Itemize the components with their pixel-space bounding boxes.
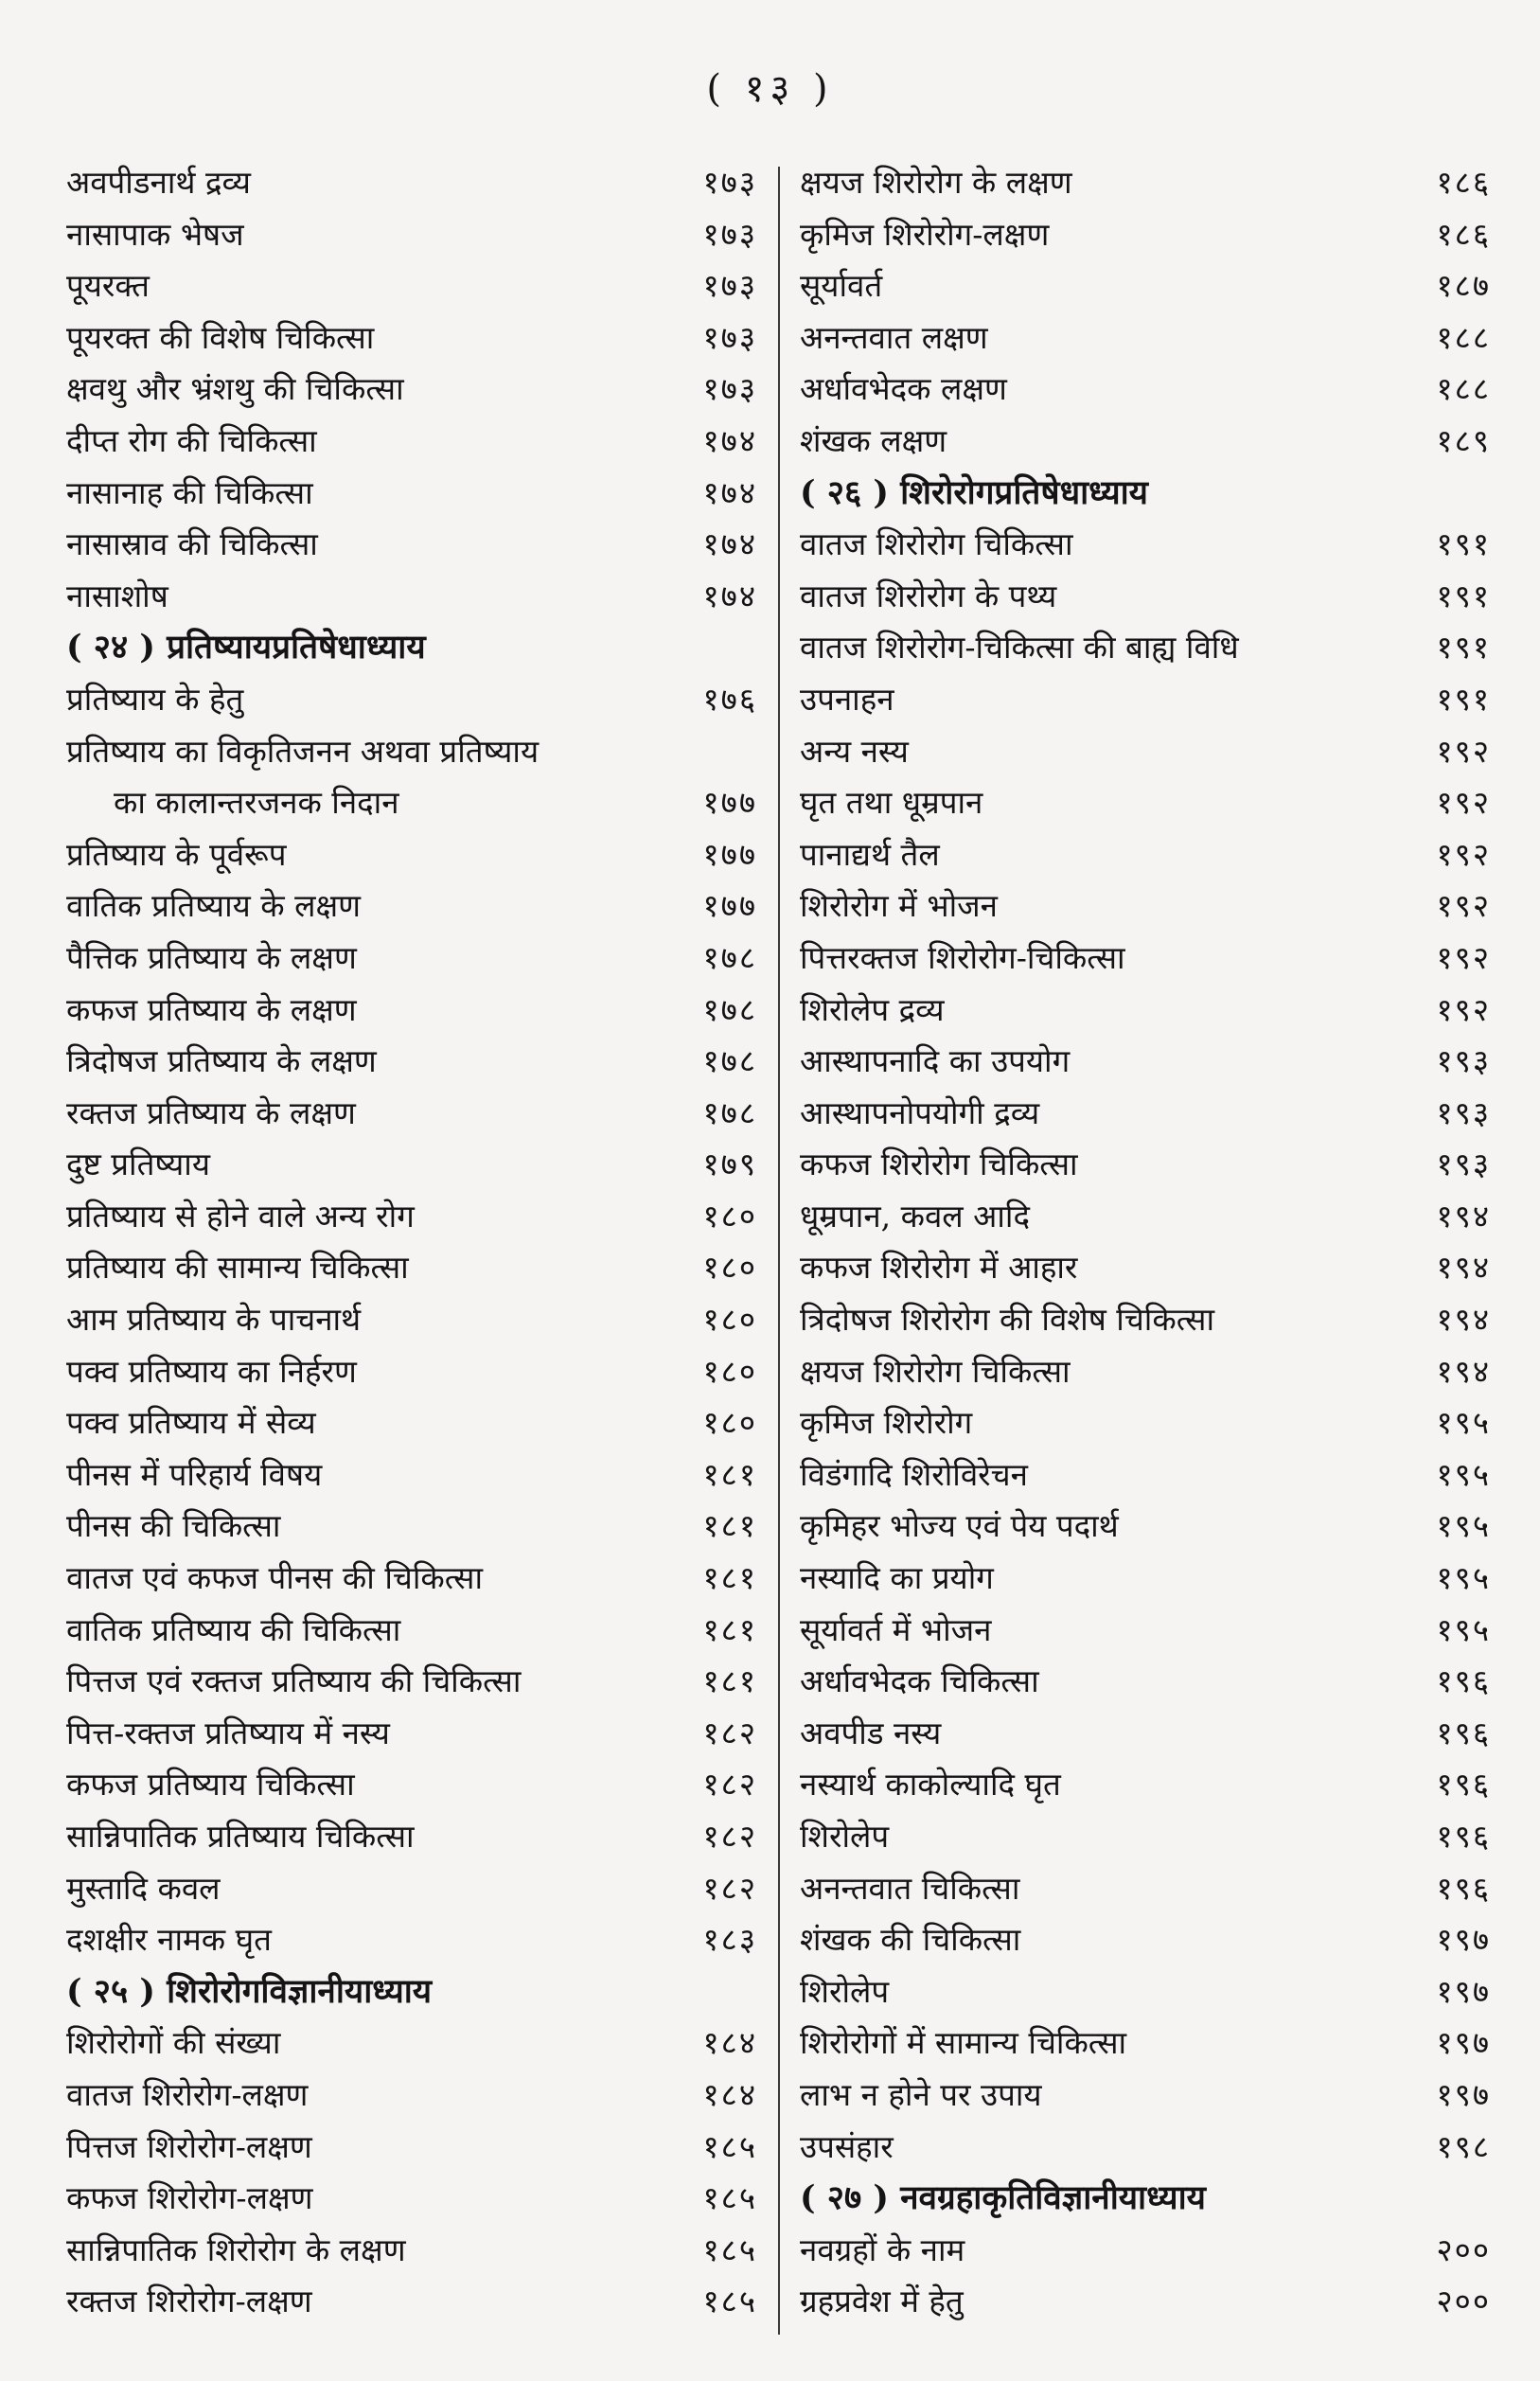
toc-entry — [66, 260, 757, 312]
entry-title: आस्थापनादि का उपयोग — [800, 1042, 1071, 1080]
toc-entry — [66, 1656, 757, 1708]
toc-entry — [66, 2122, 757, 2174]
entry-page-number: १८२ — [702, 1818, 757, 1855]
entry-title: नासाशोष — [66, 577, 168, 614]
toc-entry — [66, 1914, 757, 1966]
toc-entry — [800, 674, 1491, 726]
chapter-heading — [66, 1966, 757, 2018]
entry-title: वातज शिरोरोग के पथ्य — [800, 577, 1057, 614]
toc-entry — [800, 1036, 1491, 1088]
toc-entry — [66, 985, 757, 1037]
entry-page-number: १९२ — [1436, 990, 1491, 1028]
entry-title: अर्धावभेदक लक्षण — [800, 370, 1007, 408]
entry-title: कफज प्रतिष्याय चिकित्सा — [66, 1766, 355, 1804]
entry-page-number: १८१ — [702, 1662, 757, 1700]
toc-entry — [800, 2070, 1491, 2122]
toc-entry — [800, 1294, 1491, 1346]
entry-title: अनन्तवात चिकित्सा — [800, 1869, 1020, 1907]
entry-page-number: १९२ — [1436, 732, 1491, 770]
entry-page-number: १७४ — [702, 577, 757, 614]
entry-title: नस्यार्थ काकोल्यादि घृत — [800, 1766, 1061, 1804]
entry-title: दशक्षीर नामक घृत — [66, 1921, 272, 1959]
entry-page-number: १९८ — [1436, 2127, 1491, 2165]
entry-page-number: १९२ — [1436, 784, 1491, 822]
entry-page-number: १८१ — [702, 1455, 757, 1493]
toc-entry — [66, 2276, 757, 2328]
entry-title: शिरोलेप — [800, 1972, 890, 2010]
entry-page-number: १७८ — [702, 938, 757, 976]
entry-page-number: १७३ — [702, 370, 757, 408]
entry-page-number: १९६ — [1436, 1662, 1491, 1700]
entry-page-number: १८८ — [1436, 318, 1491, 356]
entry-page-number: १९१ — [1436, 577, 1491, 614]
toc-entry — [66, 933, 757, 985]
toc-entry — [66, 468, 757, 520]
entry-page-number: १९१ — [1436, 680, 1491, 718]
entry-title: नवग्रहों के नाम — [800, 2230, 965, 2268]
toc-entry — [800, 1553, 1491, 1605]
entry-page-number: १९५ — [1436, 1455, 1491, 1493]
entry-page-number: १९३ — [1436, 1146, 1491, 1183]
toc-entry — [800, 1139, 1491, 1191]
entry-page-number: १९६ — [1436, 1818, 1491, 1855]
entry-page-number: १९४ — [1436, 1197, 1491, 1235]
toc-entry — [800, 1863, 1491, 1915]
entry-title: ग्रहप्रवेश में हेतु — [800, 2283, 964, 2320]
toc-entry — [800, 416, 1491, 468]
toc-entry — [800, 1708, 1491, 1760]
entry-title: क्षयज शिरोरोग चिकित्सा — [800, 1352, 1071, 1390]
entry-page-number: १८५ — [702, 2127, 757, 2165]
entry-title: मुस्तादि कवल — [66, 1869, 221, 1907]
toc-entry — [800, 1501, 1491, 1553]
entry-title: प्रतिष्याय के हेतु — [66, 680, 244, 718]
toc-entry — [800, 880, 1491, 933]
entry-page-number: १९३ — [1436, 1093, 1491, 1131]
entry-page-number: १८० — [702, 1197, 757, 1235]
entry-title: ( २६ ) शिरोरोगप्रतिषेधाध्याय — [800, 472, 1148, 512]
entry-title: घृत तथा धूम्रपान — [800, 784, 983, 822]
toc-entry — [66, 312, 757, 364]
entry-page-number: १८१ — [702, 1610, 757, 1648]
toc-entry — [66, 1553, 757, 1605]
entry-page-number: १९५ — [1436, 1559, 1491, 1597]
toc-entry — [800, 2122, 1491, 2174]
toc-entry — [800, 157, 1491, 209]
entry-title: नासास्राव की चिकित्सा — [66, 525, 318, 563]
entry-page-number: १९६ — [1436, 1869, 1491, 1907]
entry-title: का कालान्तरजनक निदान — [114, 784, 399, 822]
entry-title: पक्व प्रतिष्याय में सेव्य — [66, 1404, 316, 1442]
toc-entry — [66, 1449, 757, 1501]
toc-entry — [66, 674, 757, 726]
entry-title: प्रतिष्याय का विकृतिजनन अथवा प्रतिष्याय — [66, 732, 540, 770]
toc-entry — [800, 1242, 1491, 1294]
toc-entry — [800, 2017, 1491, 2070]
entry-title: शिरोलेप — [800, 1818, 890, 1855]
entry-title: प्रतिष्याय से होने वाले अन्य रोग — [66, 1197, 415, 1235]
entry-page-number: १७८ — [702, 1042, 757, 1080]
entry-title: धूम्रपान, कवल आदि — [800, 1197, 1030, 1235]
entry-title: पीनस में परिहार्य विषय — [66, 1455, 323, 1493]
toc-entry — [66, 416, 757, 468]
toc-entry — [66, 571, 757, 623]
entry-page-number: १९१ — [1436, 525, 1491, 563]
entry-title: अन्य नस्य — [800, 732, 909, 770]
entry-title: नासापाक भेषज — [66, 215, 244, 253]
entry-page-number: १९३ — [1436, 1042, 1491, 1080]
entry-page-number: १९१ — [1436, 629, 1491, 666]
toc-entry — [66, 1863, 757, 1915]
toc-entry — [66, 880, 757, 933]
toc-entry — [66, 1036, 757, 1088]
entry-page-number: १८३ — [702, 1921, 757, 1959]
toc-entry — [800, 1346, 1491, 1398]
toc-entry — [800, 1656, 1491, 1708]
toc-entry — [66, 1811, 757, 1863]
entry-page-number: १८५ — [702, 2283, 757, 2320]
entry-page-number: १८७ — [1436, 267, 1491, 305]
entry-page-number: २०० — [1436, 2230, 1491, 2268]
toc-entry — [66, 1294, 757, 1346]
contents-left-column — [66, 157, 757, 2328]
entry-title: रक्तज शिरोरोग-लक्षण — [66, 2283, 312, 2320]
toc-entry — [66, 777, 757, 829]
entry-title: नासानाह की चिकित्सा — [66, 473, 313, 511]
entry-page-number: १७७ — [702, 887, 757, 925]
entry-page-number: १७९ — [702, 1146, 757, 1183]
entry-title: पित्त-रक्तज प्रतिष्याय में नस्य — [66, 1714, 390, 1751]
entry-page-number: १७३ — [702, 318, 757, 356]
entry-page-number: १९५ — [1436, 1507, 1491, 1545]
entry-page-number: १७३ — [702, 215, 757, 253]
toc-entry — [66, 829, 757, 881]
entry-page-number: १९४ — [1436, 1249, 1491, 1287]
entry-page-number: १७३ — [702, 267, 757, 305]
entry-page-number: १९५ — [1436, 1404, 1491, 1442]
toc-entry — [66, 2173, 757, 2225]
entry-page-number: १८२ — [702, 1869, 757, 1907]
toc-entry — [66, 2070, 757, 2122]
toc-entry — [800, 2276, 1491, 2328]
entry-title: सान्निपातिक प्रतिष्याय चिकित्सा — [66, 1818, 415, 1855]
toc-entry — [66, 209, 757, 261]
entry-title: कफज शिरोरोग में आहार — [800, 1249, 1078, 1287]
contents-right-column — [800, 157, 1491, 2328]
entry-title: शिरोरोगों में सामान्य चिकित्सा — [800, 2024, 1127, 2062]
toc-entry — [800, 1397, 1491, 1449]
entry-title: वातज एवं कफज पीनस की चिकित्सा — [66, 1559, 484, 1597]
entry-title: त्रिदोषज शिरोरोग की विशेष चिकित्सा — [800, 1301, 1214, 1339]
toc-entry — [800, 777, 1491, 829]
chapter-heading — [800, 468, 1491, 520]
toc-entry — [800, 209, 1491, 261]
entry-title: पूयरक्त — [66, 267, 150, 305]
entry-title: पित्तज शिरोरोग-लक्षण — [66, 2127, 312, 2165]
toc-entry — [800, 1759, 1491, 1811]
entry-title: सूर्यावर्त में भोजन — [800, 1610, 992, 1648]
toc-entry — [800, 1914, 1491, 1966]
chapter-heading — [800, 2173, 1491, 2225]
entry-title: क्षयज शिरोरोग के लक्षण — [800, 164, 1072, 201]
entry-title: कृमिहर भोज्य एवं पेय पदार्थ — [800, 1507, 1119, 1545]
entry-title: पित्तरक्तज शिरोरोग-चिकित्सा — [800, 938, 1125, 976]
entry-title: वातिक प्रतिष्याय की चिकित्सा — [66, 1610, 401, 1648]
toc-entry — [66, 364, 757, 416]
toc-entry — [66, 2017, 757, 2070]
toc-entry — [66, 1397, 757, 1449]
toc-entry — [66, 1346, 757, 1398]
entry-title: पानाद्यर्थ तैल — [800, 835, 940, 873]
entry-title: पक्व प्रतिष्याय का निर्हरण — [66, 1352, 357, 1390]
toc-entry — [800, 1088, 1491, 1140]
entry-page-number: १९६ — [1436, 1766, 1491, 1804]
entry-page-number: १८० — [702, 1301, 757, 1339]
entry-title: दुष्ट प्रतिष्याय — [66, 1146, 210, 1183]
entry-title: प्रतिष्याय की सामान्य चिकित्सा — [66, 1249, 409, 1287]
toc-entry — [800, 1811, 1491, 1863]
toc-entry — [800, 312, 1491, 364]
entry-page-number: १८६ — [1436, 215, 1491, 253]
toc-entry — [800, 829, 1491, 881]
entry-page-number: १८० — [702, 1352, 757, 1390]
toc-entry — [66, 2225, 757, 2277]
toc-entry — [800, 364, 1491, 416]
toc-entry — [66, 1605, 757, 1657]
entry-title: पित्तज एवं रक्तज प्रतिष्याय की चिकित्सा — [66, 1662, 522, 1700]
entry-page-number: १८० — [702, 1404, 757, 1442]
entry-title: पूयरक्त की विशेष चिकित्सा — [66, 318, 375, 356]
entry-title: शिरोरोग में भोजन — [800, 887, 998, 925]
toc-entry — [800, 571, 1491, 623]
entry-title: कफज शिरोरोग-लक्षण — [66, 2179, 313, 2217]
page-number: ( १३ ) — [706, 67, 834, 111]
entry-title: शंखक लक्षण — [800, 421, 947, 459]
entry-title: ( २४ ) प्रतिष्यायप्रतिषेधाध्याय — [66, 628, 426, 667]
entry-page-number: १८४ — [702, 2024, 757, 2062]
entry-page-number: १९७ — [1436, 1972, 1491, 2010]
toc-entry — [800, 260, 1491, 312]
toc-entry — [800, 933, 1491, 985]
entry-title: अवपीड नस्य — [800, 1714, 942, 1751]
entry-page-number: १७४ — [702, 525, 757, 563]
entry-title: वातज शिरोरोग-लक्षण — [66, 2075, 309, 2113]
toc-entry — [800, 1191, 1491, 1243]
entry-page-number: १७७ — [702, 784, 757, 822]
entry-page-number: १८० — [702, 1249, 757, 1287]
entry-title: अनन्तवात लक्षण — [800, 318, 988, 356]
entry-title: पैत्तिक प्रतिष्याय के लक्षण — [66, 938, 357, 976]
entry-page-number: १९६ — [1436, 1714, 1491, 1751]
entry-title: शिरोरोगों की संख्या — [66, 2024, 281, 2062]
entry-title: कफज प्रतिष्याय के लक्षण — [66, 990, 357, 1028]
entry-page-number: १९७ — [1436, 2024, 1491, 2062]
entry-page-number: १८८ — [1436, 370, 1491, 408]
entry-page-number: १८४ — [702, 2075, 757, 2113]
toc-entry — [800, 985, 1491, 1037]
toc-entry — [800, 519, 1491, 571]
toc-entry — [800, 1449, 1491, 1501]
entry-title: वातज शिरोरोग-चिकित्सा की बाह्य विधि — [800, 629, 1239, 666]
entry-title: आम प्रतिष्याय के पाचनार्थ — [66, 1301, 362, 1339]
entry-page-number: १९७ — [1436, 2075, 1491, 2113]
entry-page-number: १९७ — [1436, 1921, 1491, 1959]
entry-page-number: १८२ — [702, 1766, 757, 1804]
entry-title: शिरोलेप द्रव्य — [800, 990, 945, 1028]
entry-title: विडंगादि शिरोविरेचन — [800, 1455, 1028, 1493]
entry-title: पीनस की चिकित्सा — [66, 1507, 281, 1545]
toc-entry — [66, 519, 757, 571]
entry-page-number: १७८ — [702, 990, 757, 1028]
entry-title: सान्निपातिक शिरोरोग के लक्षण — [66, 2230, 406, 2268]
entry-page-number: १७४ — [702, 473, 757, 511]
toc-entry — [66, 1242, 757, 1294]
toc-entry — [800, 726, 1491, 778]
entry-title: अवपीडनार्थ द्रव्य — [66, 164, 251, 201]
entry-title: अर्धावभेदक चिकित्सा — [800, 1662, 1039, 1700]
entry-page-number: १७६ — [702, 680, 757, 718]
entry-title: आस्थापनोपयोगी द्रव्य — [800, 1093, 1040, 1131]
entry-page-number: १८२ — [702, 1714, 757, 1751]
entry-page-number: १९२ — [1436, 835, 1491, 873]
toc-entry — [66, 1708, 757, 1760]
entry-title: सूर्यावर्त — [800, 267, 883, 305]
toc-entry — [66, 1501, 757, 1553]
toc-entry — [800, 1966, 1491, 2018]
entry-title: त्रिदोषज प्रतिष्याय के लक्षण — [66, 1042, 377, 1080]
entry-page-number: १९२ — [1436, 887, 1491, 925]
entry-page-number: १९४ — [1436, 1301, 1491, 1339]
toc-entry — [66, 1759, 757, 1811]
entry-title: वातिक प्रतिष्याय के लक्षण — [66, 887, 361, 925]
entry-page-number: १८५ — [702, 2230, 757, 2268]
entry-title: कृमिज शिरोरोग — [800, 1404, 973, 1442]
toc-entry — [66, 1139, 757, 1191]
entry-title: कृमिज शिरोरोग-लक्षण — [800, 215, 1050, 253]
toc-entry — [66, 1088, 757, 1140]
entry-page-number: २०० — [1436, 2283, 1491, 2320]
entry-title: उपनाहन — [800, 680, 894, 718]
entry-title: दीप्त रोग की चिकित्सा — [66, 421, 317, 459]
chapter-heading — [66, 622, 757, 674]
entry-page-number: १८५ — [702, 2179, 757, 2217]
entry-page-number: १८१ — [702, 1507, 757, 1545]
toc-entry — [66, 726, 757, 778]
entry-page-number: १८६ — [1436, 164, 1491, 201]
toc-entry — [66, 1191, 757, 1243]
toc-entry — [66, 157, 757, 209]
entry-title: नस्यादि का प्रयोग — [800, 1559, 994, 1597]
entry-title: ( २७ ) नवग्रहाकृतिविज्ञानीयाध्याय — [800, 2178, 1206, 2218]
entry-title: क्षवथु और भ्रंशथु की चिकित्सा — [66, 370, 404, 408]
entry-page-number: १८९ — [1436, 421, 1491, 459]
toc-entry — [800, 2225, 1491, 2277]
entry-page-number: १८१ — [702, 1559, 757, 1597]
toc-entry — [800, 1605, 1491, 1657]
entry-title: ( २५ ) शिरोरोगविज्ञानीयाध्याय — [66, 1971, 433, 2011]
entry-page-number: १९४ — [1436, 1352, 1491, 1390]
toc-entry — [800, 622, 1491, 674]
entry-title: कफज शिरोरोग चिकित्सा — [800, 1146, 1078, 1183]
entry-title: वातज शिरोरोग चिकित्सा — [800, 525, 1073, 563]
entry-title: लाभ न होने पर उपाय — [800, 2075, 1042, 2113]
entry-page-number: १७४ — [702, 421, 757, 459]
entry-page-number: १७७ — [702, 835, 757, 873]
entry-title: शंखक की चिकित्सा — [800, 1921, 1021, 1959]
entry-title: उपसंहार — [800, 2127, 894, 2165]
column-divider — [778, 167, 780, 2335]
entry-page-number: १९५ — [1436, 1610, 1491, 1648]
entry-page-number: १९२ — [1436, 938, 1491, 976]
entry-title: प्रतिष्याय के पूर्वरूप — [66, 835, 287, 873]
entry-page-number: १७८ — [702, 1093, 757, 1131]
entry-title: रक्तज प्रतिष्याय के लक्षण — [66, 1093, 356, 1131]
entry-page-number: १७३ — [702, 164, 757, 201]
